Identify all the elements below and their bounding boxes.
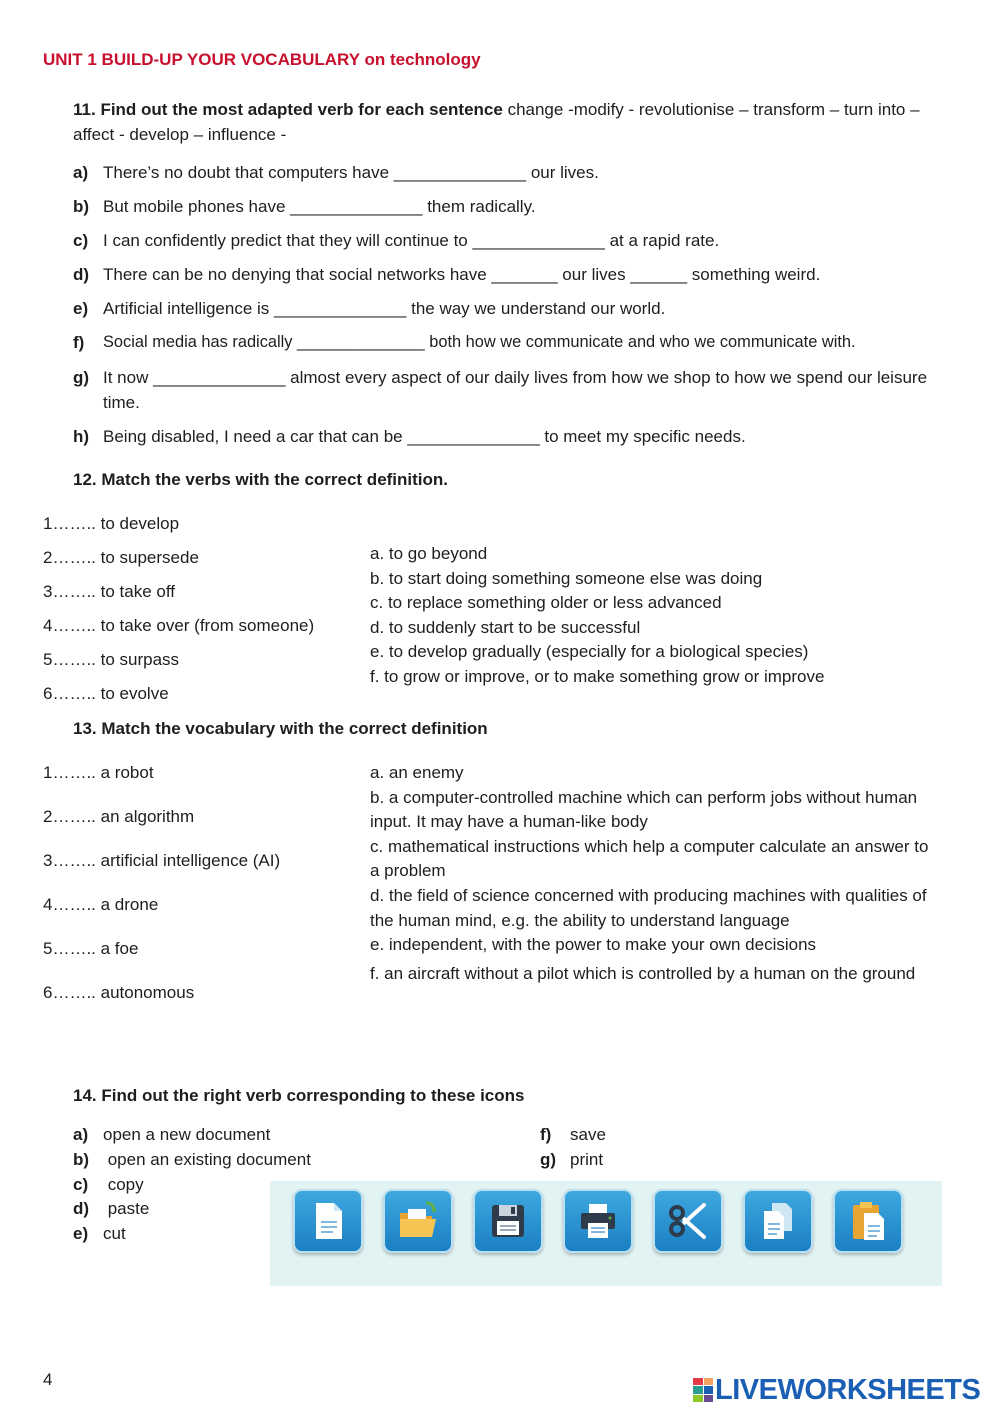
item-label: e) xyxy=(73,1224,89,1243)
q11-number: 11. xyxy=(73,100,96,119)
q14-item-a xyxy=(73,1123,270,1148)
item-label: b) xyxy=(73,197,90,216)
item-text: print xyxy=(570,1150,604,1169)
list-item: c. to replace something older or less advanced xyxy=(370,593,722,613)
list-item: f. to grow or improve, or to make something grow or improve xyxy=(370,666,825,686)
q11-heading: Find out the most adapted verb for each sentence xyxy=(100,100,503,119)
q11-word-bank: change -modify - revolutionise – transform – turn into – affect - develop – influence - xyxy=(73,100,920,144)
list-item: e. independent, with the power to make your own decisions xyxy=(370,935,817,955)
item-text: open an existing document xyxy=(103,1150,311,1169)
item-text: There can be no denying that social networks have _______ our lives ______ something weird. xyxy=(103,265,821,284)
q11-item-b xyxy=(73,194,958,219)
item-text: Social media has radically ______________ both how we communicate and who we communicate with. xyxy=(103,333,856,351)
list-item: a. to go beyond xyxy=(370,544,488,563)
item-text: Being disabled, I need a car that can be ______________ to meet my specific needs. xyxy=(103,427,746,446)
q11-item-e xyxy=(73,296,958,321)
item-label: a) xyxy=(73,163,89,182)
list-item: e. to develop gradually (especially for a biological species) xyxy=(370,642,809,662)
item-text: open a new document xyxy=(103,1125,271,1144)
item-text: copy xyxy=(103,1175,144,1194)
q12-definition-list xyxy=(370,542,824,690)
copy-icon[interactable] xyxy=(743,1189,813,1253)
list-item: c. mathematical instructions which help a computer calculate an answer to a problem xyxy=(370,836,929,881)
save-disk-icon[interactable] xyxy=(473,1189,543,1253)
q14-item-b xyxy=(73,1148,311,1173)
q14-item-c xyxy=(73,1173,144,1198)
item-label: d) xyxy=(73,1199,90,1218)
list-item: f. an aircraft without a pilot which is controlled by a human on the ground xyxy=(370,963,916,983)
list-item: 2…….. an algorithm xyxy=(43,807,195,826)
liveworksheets-logo[interactable] xyxy=(693,1374,980,1406)
q14-item-g xyxy=(540,1148,603,1173)
worksheet-title: UNIT 1 BUILD-UP YOUR VOCABULARY on technology xyxy=(43,50,481,69)
q14-item-f xyxy=(540,1123,606,1148)
item-text: save xyxy=(570,1125,606,1144)
q11-item-c xyxy=(73,228,958,253)
q11-item-d xyxy=(73,262,958,287)
printer-icon[interactable] xyxy=(563,1189,633,1253)
item-label: c) xyxy=(73,1175,89,1194)
item-label: h) xyxy=(73,427,90,446)
save-disk-glyph xyxy=(486,1199,530,1243)
list-item: b. a computer-controlled machine which can perform jobs without human input. It may have a human-like body xyxy=(370,787,918,832)
paste-icon[interactable] xyxy=(833,1189,903,1253)
q13-term-list xyxy=(43,762,280,1026)
item-text: paste xyxy=(103,1199,150,1218)
q14-heading: 14. Find out the right verb corresponding to these icons xyxy=(73,1086,525,1105)
item-label: b) xyxy=(73,1150,90,1169)
page-number: 4 xyxy=(43,1370,53,1389)
q14-item-e xyxy=(73,1222,126,1247)
item-text: But mobile phones have ______________ them radically. xyxy=(103,197,536,216)
q11-instructions xyxy=(73,97,953,147)
item-label: g) xyxy=(73,368,90,387)
item-label: f) xyxy=(540,1125,552,1144)
new-document-glyph xyxy=(306,1199,350,1243)
item-label: a) xyxy=(73,1125,89,1144)
list-item: 4…….. a drone xyxy=(43,895,159,914)
item-label: f) xyxy=(73,333,85,352)
item-label: d) xyxy=(73,265,90,284)
list-item: 1…….. a robot xyxy=(43,763,154,782)
item-text: cut xyxy=(103,1224,126,1243)
item-label: g) xyxy=(540,1150,557,1169)
list-item: 5…….. a foe xyxy=(43,939,139,958)
scissors-glyph xyxy=(666,1199,710,1243)
list-item: 1…….. to develop xyxy=(43,514,180,533)
open-folder-glyph xyxy=(396,1199,440,1243)
q12-verb-list xyxy=(43,513,314,717)
copy-glyph xyxy=(756,1199,800,1243)
item-text: Artificial intelligence is ______________ the way we understand our world. xyxy=(103,299,666,318)
scissors-icon[interactable] xyxy=(653,1189,723,1253)
item-text: I can confidently predict that they will continue to ______________ at a rapid rate. xyxy=(103,231,720,250)
list-item: 2…….. to supersede xyxy=(43,548,199,567)
list-item: d. to suddenly start to be successful xyxy=(370,617,641,637)
q14-item-d xyxy=(73,1197,149,1222)
brand-grid-icon xyxy=(693,1378,713,1402)
list-item: 3…….. artificial intelligence (AI) xyxy=(43,851,281,870)
open-folder-icon[interactable] xyxy=(383,1189,453,1253)
new-document-icon[interactable] xyxy=(293,1189,363,1253)
q11-item-h xyxy=(73,424,958,449)
brand-text: LIVEWORKSHEETS xyxy=(715,1373,981,1406)
item-text: There’s no doubt that computers have ______________ our lives. xyxy=(103,163,599,182)
list-item: a. an enemy xyxy=(370,763,464,782)
q12-heading: 12. Match the verbs with the correct definition. xyxy=(73,470,449,489)
list-item: 6…….. autonomous xyxy=(43,983,195,1002)
list-item: b. to start doing something someone else was doing xyxy=(370,568,763,588)
printer-glyph xyxy=(576,1199,620,1243)
item-label: e) xyxy=(73,299,89,318)
list-item: 3…….. to take off xyxy=(43,582,175,601)
list-item: 6…….. to evolve xyxy=(43,684,169,703)
icon-panel xyxy=(270,1181,942,1286)
q11-item-g xyxy=(73,365,958,415)
item-label: c) xyxy=(73,231,89,250)
list-item: 4…….. to take over (from someone) xyxy=(43,616,315,635)
list-item: 5…….. to surpass xyxy=(43,650,180,669)
list-item: d. the field of science concerned with producing machines with qualities of the human mind, e.g. the ability to understand language xyxy=(370,885,927,930)
q13-definition-list xyxy=(370,761,935,986)
q13-heading: 13. Match the vocabulary with the correct definition xyxy=(73,719,488,738)
item-text: It now ______________ almost every aspect of our daily lives from how we shop to how we spend our leisure time. xyxy=(103,368,928,412)
q11-item-f xyxy=(73,330,958,355)
paste-glyph xyxy=(846,1199,890,1243)
q11-item-a xyxy=(73,160,958,185)
